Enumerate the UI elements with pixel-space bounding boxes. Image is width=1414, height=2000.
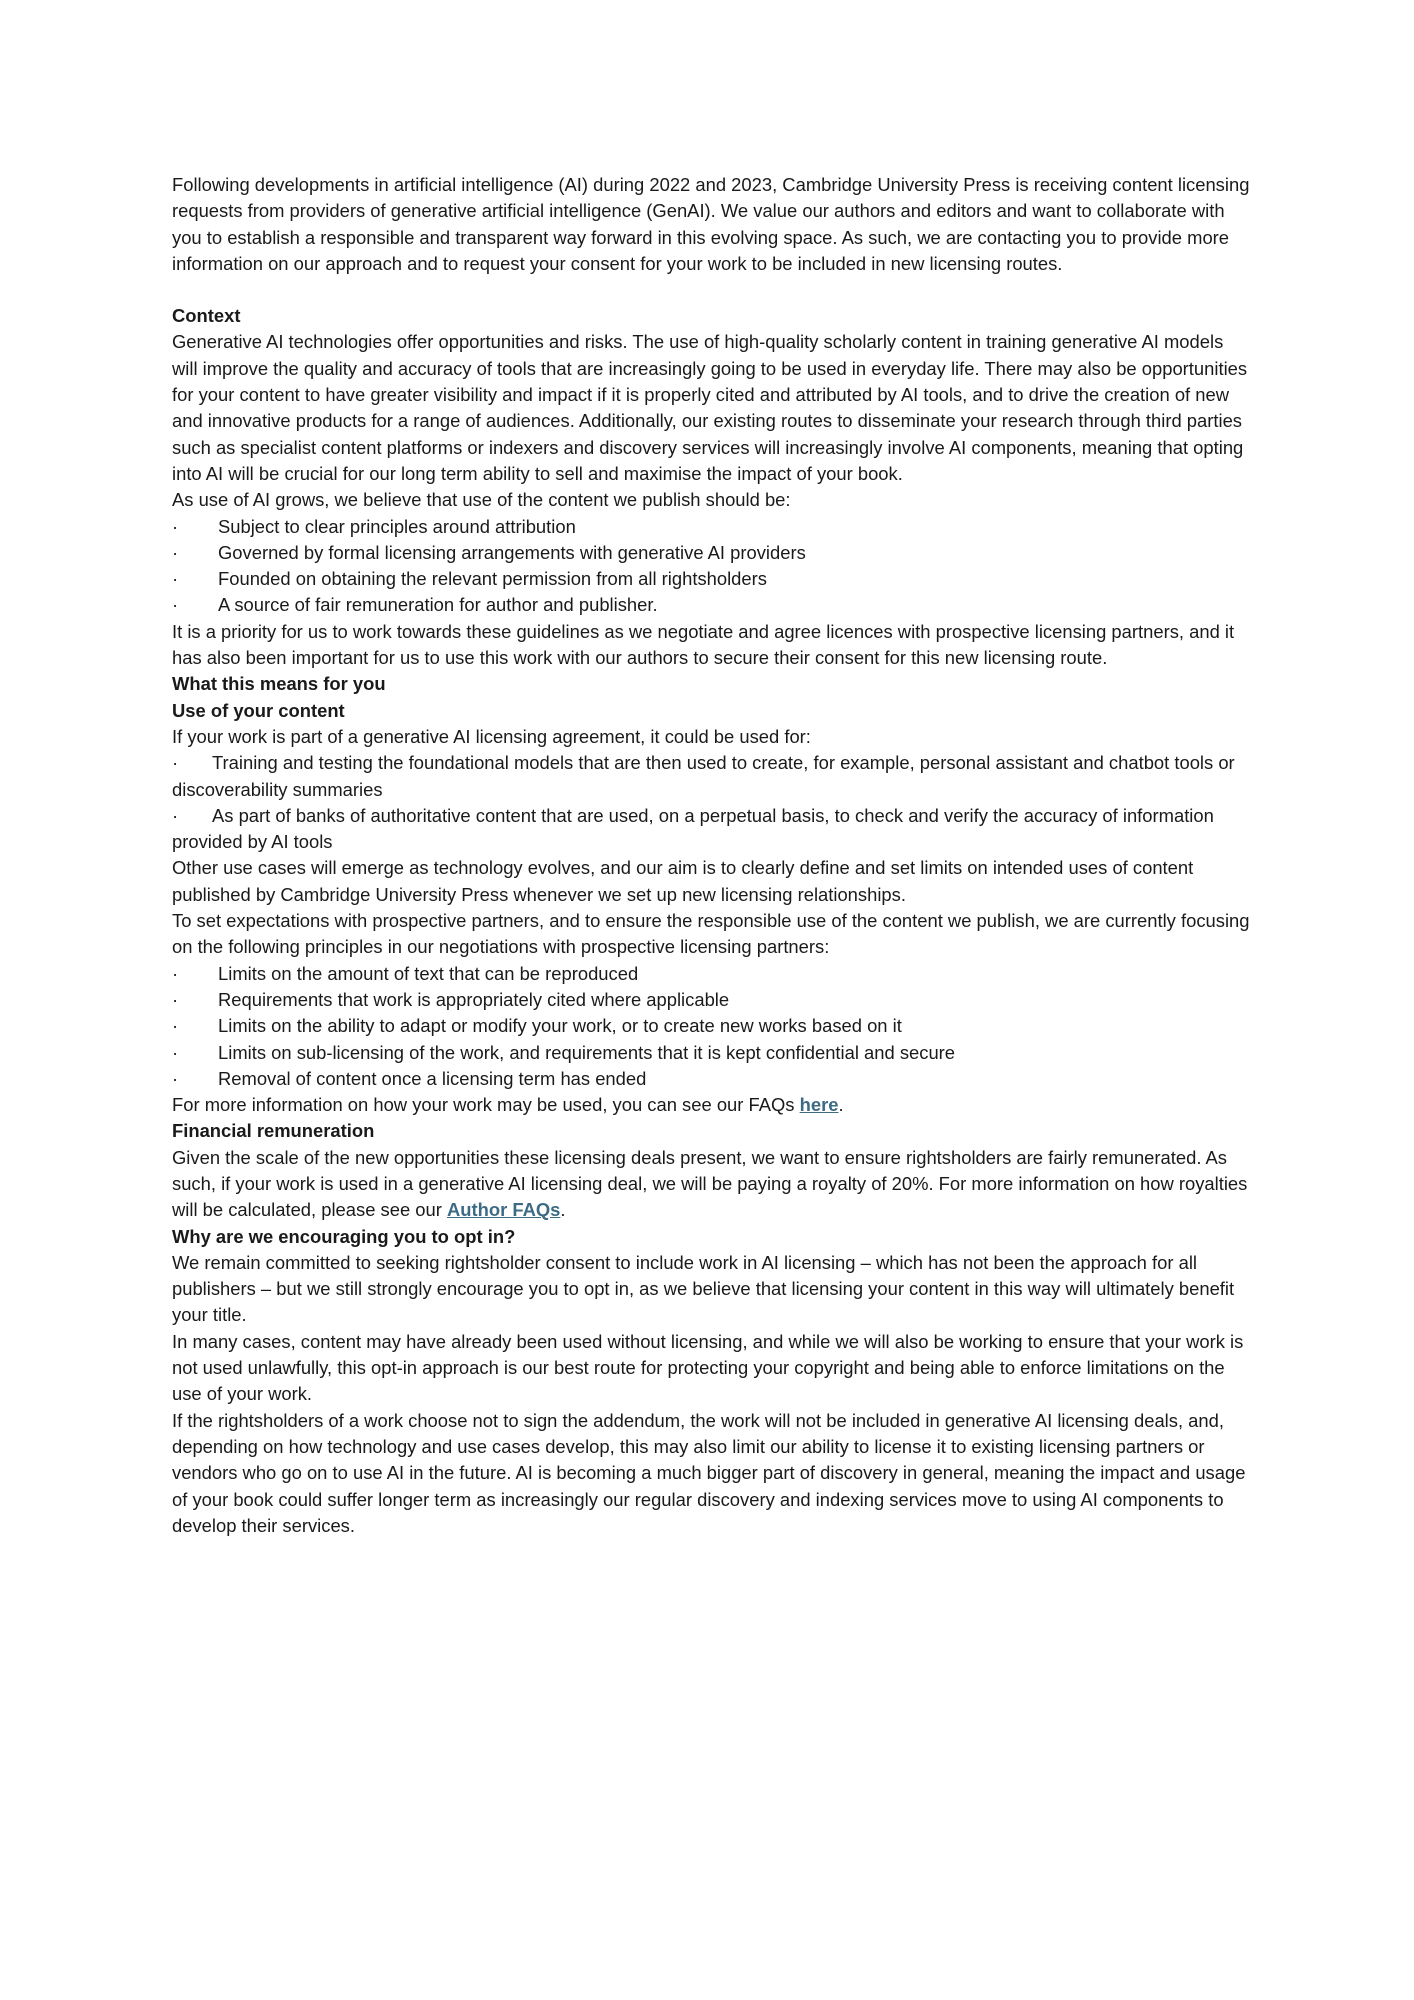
list-item xyxy=(172,1040,1252,1066)
bullet-icon: · xyxy=(172,515,179,537)
list-item-text: Limits on sub-licensing of the work, and requirements that it is kept confidential and secure xyxy=(218,1041,956,1063)
why-paragraph-3: If the rightsholders of a work choose not to sign the addendum, the work will not be included in generative AI licensing deals, and, depending on how technology and use cases develop, this may also limit our ability to license it to existing licensing partners or vendors who go on to use AI in the future. AI is becoming a much bigger part of discovery in general, meaning the impact and usage of your book could suffer longer term as increasingly our regular discovery and indexing services move to using AI components to develop their services. xyxy=(172,1409,1246,1536)
list-item xyxy=(172,987,1252,1013)
means-paragraph-2: Other use cases will emerge as technology evolves, and our aim is to clearly define and set limits on intended uses of content published by Cambridge University Press whenever we set up new licensing relationships. xyxy=(172,857,1194,905)
list-item-text: Governed by formal licensing arrangements with generative AI providers xyxy=(218,541,806,563)
list-item-text: Limits on the amount of text that can be reproduced xyxy=(218,962,639,984)
means-heading: What this means for you xyxy=(172,673,386,695)
list-item xyxy=(172,1013,1252,1039)
list-item-text: Removal of content once a licensing term has ended xyxy=(218,1067,647,1089)
spacer xyxy=(172,277,1252,303)
list-item xyxy=(172,1066,1252,1092)
bullet-icon: · xyxy=(172,804,179,826)
means-paragraph-3: To set expectations with prospective partners, and to ensure the responsible use of the content we publish, we are currently focusing on the following principles in our negotiations with prospective licensing partners: xyxy=(172,910,1250,958)
intro-paragraph: Following developments in artificial intelligence (AI) during 2022 and 2023, Cambridge University Press is receiving content licensing requests from providers of generative artificial intelligence (GenAI). We value our authors and editors and want to collaborate with you to establish a responsible and transparent way forward in this evolving space. As such, we are contacting you to provide more information on our approach and to request your consent for your work to be included in new licensing routes. xyxy=(172,174,1250,274)
list-item-text: Limits on the ability to adapt or modify your work, or to create new works based on it xyxy=(218,1015,902,1037)
list-item-text: Subject to clear principles around attribution xyxy=(218,515,576,537)
document-page xyxy=(172,172,1252,1539)
context-paragraph-1: Generative AI technologies offer opportunities and risks. The use of high-quality scholarly content in training generative AI models will improve the quality and accuracy of tools that are increasingly going to be used in everyday life. There may also be opportunities for your content to have greater visibility and impact if it is properly cited and attributed by AI tools, and to drive the creation of new and innovative products for a range of audiences. Additionally, our existing routes to disseminate your research through third parties such as specialist content platforms or indexers and discovery services will increasingly involve AI components, meaning that opting into AI will be crucial for our long term ability to sell and maximise the impact of your book. xyxy=(172,331,1248,484)
list-item xyxy=(172,750,1252,803)
list-item-text: A source of fair remuneration for author and publisher. xyxy=(218,594,658,616)
means-paragraph-1: If your work is part of a generative AI licensing agreement, it could be used for: xyxy=(172,725,811,747)
bullet-icon: · xyxy=(172,1041,179,1063)
context-paragraph-2: As use of AI grows, we believe that use of the content we publish should be: xyxy=(172,489,791,511)
financial-text: Given the scale of the new opportunities these licensing deals present, we want to ensure rightsholders are fairly remunerated. As such, if your work is used in a generative AI licensing deal, we will be paying a royalty of 20%. For more information on how royalties will be calculated, please see our xyxy=(172,1146,1248,1221)
list-item-text: Founded on obtaining the relevant permission from all rightsholders xyxy=(218,568,767,590)
list-item xyxy=(172,961,1252,987)
why-paragraph-1: We remain committed to seeking rightsholder consent to include work in AI licensing – which has not been the approach for all publishers – but we still strongly encourage you to opt in, as we believe that licensing your content in this way will ultimately benefit your title. xyxy=(172,1251,1235,1326)
context-heading: Context xyxy=(172,305,241,327)
bullet-icon: · xyxy=(172,752,179,774)
use-of-content-heading: Use of your content xyxy=(172,699,345,721)
why-paragraph-2: In many cases, content may have already been used without licensing, and while we will also be working to ensure that your work is not used unlawfully, this opt-in approach is our best route for protecting your copyright and being able to enforce limitations on the use of your work. xyxy=(172,1330,1244,1405)
financial-heading: Financial remuneration xyxy=(172,1120,375,1142)
faq-end: . xyxy=(838,1094,844,1116)
bullet-icon: · xyxy=(172,1015,179,1037)
bullet-icon: · xyxy=(172,988,179,1010)
bullet-icon: · xyxy=(172,568,179,590)
financial-paragraph xyxy=(172,1145,1252,1224)
author-faqs-link[interactable]: Author FAQs xyxy=(447,1199,561,1221)
why-heading: Why are we encouraging you to opt in? xyxy=(172,1225,516,1247)
bullet-icon: · xyxy=(172,594,179,616)
list-item xyxy=(172,803,1252,856)
list-item xyxy=(172,566,1252,592)
faq-text: For more information on how your work may be used, you can see our FAQs xyxy=(172,1094,800,1116)
list-item-text: Training and testing the foundational models that are then used to create, for example, personal assistant and chatbot tools or discoverability summaries xyxy=(172,752,1235,800)
bullet-icon: · xyxy=(172,1067,179,1089)
bullet-icon: · xyxy=(172,541,179,563)
list-item xyxy=(172,514,1252,540)
list-item xyxy=(172,592,1252,618)
list-item-text: As part of banks of authoritative content that are used, on a perpetual basis, to check and verify the accuracy of information provided by AI tools xyxy=(172,804,1214,853)
faq-here-link[interactable]: here xyxy=(799,1094,839,1116)
bullet-icon: · xyxy=(172,962,179,984)
financial-end: . xyxy=(560,1199,566,1221)
context-paragraph-3: It is a priority for us to work towards these guidelines as we negotiate and agree licences with prospective licensing partners, and it has also been important for us to use this work with our authors to secure their consent for this new licensing route. xyxy=(172,620,1235,669)
list-item xyxy=(172,540,1252,566)
list-item-text: Requirements that work is appropriately cited where applicable xyxy=(218,988,730,1010)
faq-paragraph xyxy=(172,1092,1252,1118)
